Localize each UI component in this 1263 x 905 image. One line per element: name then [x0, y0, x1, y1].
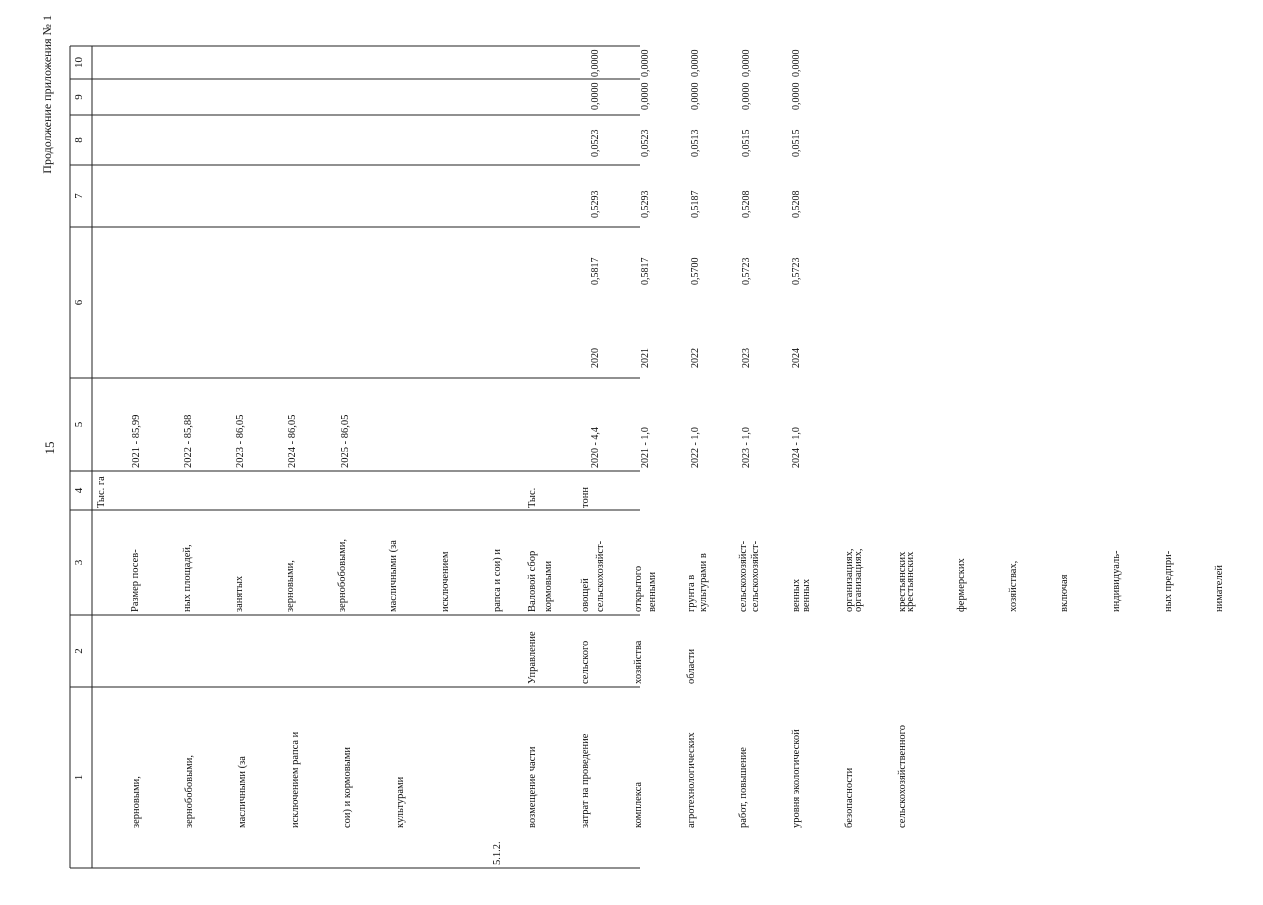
text-line: сельского — [579, 640, 591, 684]
text-line: венных — [801, 578, 813, 612]
text-line: зерновыми, — [285, 560, 297, 612]
text-line: 2022 - 85,88 — [183, 414, 195, 468]
text-line: 2024 — [791, 348, 803, 368]
text-line: 0,0513 — [690, 129, 702, 157]
text-line: кормовыми — [543, 560, 555, 612]
text-line: организациях, — [852, 548, 864, 612]
text-line: зерновыми, — [131, 776, 143, 828]
text-line: нимателей — [1214, 565, 1226, 612]
text-line: работ, повышение — [738, 747, 750, 828]
text-line: комплекса — [632, 781, 644, 828]
text-line: 0,5723 — [791, 257, 803, 285]
text-line: 0,5187 — [690, 190, 702, 218]
text-line: 0,5700 — [690, 257, 702, 285]
text-line: организациях, — [843, 548, 855, 612]
text-line: рапса и сои) и — [491, 549, 503, 612]
header-col-1: 1 — [73, 774, 85, 781]
text-line: масличными (за — [388, 540, 400, 612]
text-line: 0,0000 — [639, 49, 651, 77]
text-line: 0,0000 — [589, 49, 601, 77]
text-line: затрат на проведение — [579, 733, 591, 828]
text-line: Валовой сбор — [527, 550, 539, 612]
text-line: 0,5817 — [639, 257, 651, 285]
row-a-col1 — [93, 732, 445, 828]
text-line: сельскохозяйст- — [738, 540, 750, 612]
text-line: сои) и кормовыми — [342, 747, 354, 828]
continuation-title: Продолжение приложения № 1 — [40, 15, 54, 174]
text-line: 2025 - 86,05 — [339, 414, 351, 468]
row-b-col3 — [489, 541, 946, 612]
text-line: безопасности — [843, 767, 855, 828]
text-line: Размер посев- — [130, 549, 142, 612]
text-line: 0,0523 — [589, 129, 601, 157]
row-a-unit: Тыс. га — [96, 476, 107, 508]
text-line: уровня экологической — [791, 729, 803, 828]
text-line: крестьянских — [904, 551, 916, 612]
text-line: области — [685, 648, 697, 684]
text-line: включая — [1059, 574, 1071, 612]
text-line: 2021 - 1,0 — [639, 427, 651, 468]
row-b-col7-values — [554, 191, 840, 219]
text-line: занятых — [233, 575, 245, 612]
page-number: 15 — [42, 441, 57, 455]
text-line: грунта в — [685, 574, 697, 612]
text-line: 0,0515 — [740, 129, 752, 157]
text-line: масличными (за — [236, 756, 248, 828]
text-line: Тыс. — [527, 487, 539, 508]
text-line: зернобобовыми, — [183, 754, 195, 828]
text-line: 0,5723 — [740, 257, 752, 285]
text-line: 0,0000 — [589, 82, 601, 110]
text-line: 0,5208 — [740, 190, 752, 218]
text-line: тонн — [579, 487, 591, 508]
text-line: хозяйствах, — [1007, 560, 1019, 612]
header-col-2: 2 — [73, 648, 85, 654]
text-line: культурами — [395, 776, 407, 828]
row-b-col5 — [554, 427, 840, 468]
text-line: 0,0000 — [690, 82, 702, 110]
text-line: 0,0000 — [639, 82, 651, 110]
text-line: Управление — [527, 631, 539, 684]
text-line: исключением рапса и — [289, 731, 301, 828]
text-line: 2024 - 86,05 — [287, 414, 299, 468]
text-line: сельскохозяйственного — [896, 725, 908, 828]
row-b-number: 5.1.2. — [492, 841, 503, 865]
header-col-10: 10 — [73, 57, 85, 68]
header-col-6: 6 — [73, 299, 85, 306]
text-line: индивидуаль- — [1110, 550, 1122, 612]
text-line: 2020 - 4,4 — [589, 427, 601, 468]
text-line: сельскохозяйст- — [594, 540, 606, 612]
text-line: хозяйства — [632, 640, 644, 684]
text-line: венных — [791, 578, 803, 612]
header-col-9: 9 — [73, 94, 85, 100]
row-b-unit — [489, 487, 630, 508]
text-line: ных предпри- — [1162, 550, 1174, 612]
text-line: 0,0523 — [639, 129, 651, 157]
text-line: исключением — [440, 551, 452, 612]
text-line: 2021 - 85,99 — [130, 414, 142, 468]
text-line: ных площадей, — [182, 544, 194, 612]
row-b-col6-years — [554, 348, 840, 368]
text-line: венными — [646, 571, 658, 612]
text-line: сельскохозяйст- — [749, 540, 761, 612]
header-col-8: 8 — [73, 137, 85, 143]
text-line: зернобобовыми, — [336, 538, 348, 612]
row-b-col10-values — [554, 50, 840, 78]
text-line: 2020 — [589, 348, 601, 368]
row-a-col5 — [93, 415, 389, 468]
text-line: 0,5208 — [791, 190, 803, 218]
text-line: 2023 - 86,05 — [235, 414, 247, 468]
text-line: 0,5293 — [639, 190, 651, 218]
text-line: 0,0000 — [740, 82, 752, 110]
text-line: 0,5817 — [589, 257, 601, 285]
text-line: возмещение части — [527, 746, 539, 828]
text-line: 2023 - 1,0 — [740, 427, 752, 468]
text-line: 0,0000 — [740, 49, 752, 77]
row-b-col2 — [489, 631, 735, 684]
row-b-col1 — [489, 725, 946, 828]
row-b-col9-values — [554, 83, 840, 111]
text-line: 2021 — [639, 348, 651, 368]
text-line: 0,0515 — [791, 129, 803, 157]
text-line: агротехнологических — [685, 732, 697, 828]
text-line: 0,5293 — [589, 190, 601, 218]
text-line: 2024 - 1,0 — [791, 427, 803, 468]
text-line: овощей — [579, 578, 591, 612]
text-line: открытого — [632, 565, 644, 612]
text-line: 0,0000 — [791, 82, 803, 110]
header-col-3: 3 — [73, 559, 85, 566]
text-line: 2022 - 1,0 — [690, 427, 702, 468]
header-col-7: 7 — [73, 193, 85, 199]
text-line: 2022 — [690, 348, 702, 368]
text-line: фермерских — [956, 558, 968, 612]
text-line: 0,0000 — [791, 49, 803, 77]
text-line: культурами в — [698, 553, 710, 612]
text-line: 2023 — [740, 348, 752, 368]
header-col-4: 4 — [73, 487, 85, 494]
text-line: 0,0000 — [690, 49, 702, 77]
row-b-col6-values — [554, 258, 840, 286]
row-b-col8-values — [554, 130, 840, 158]
header-col-5: 5 — [73, 421, 85, 428]
text-line: крестьянских — [896, 551, 908, 612]
